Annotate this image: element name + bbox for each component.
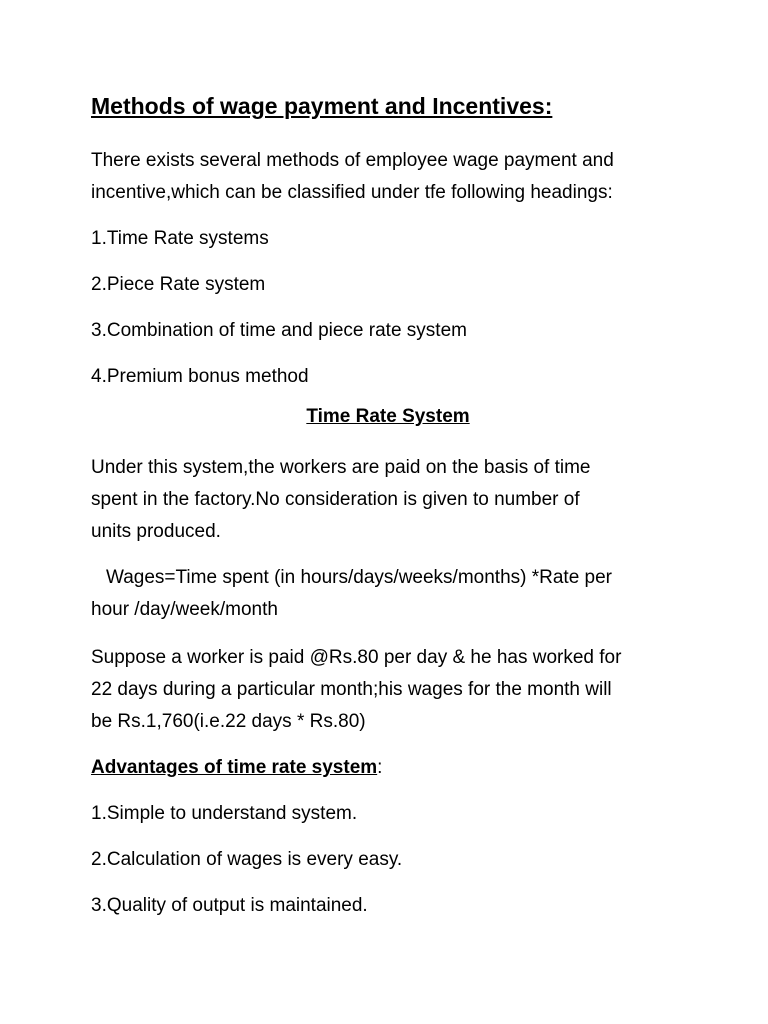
section-title: Time Rate System — [306, 406, 470, 427]
formula-line-2: hour /day/week/month — [91, 599, 278, 620]
advantage-item-3: 3.Quality of output is maintained. — [91, 895, 368, 916]
document-title: Methods of wage payment and Incentives: — [91, 93, 553, 119]
section-text-line-1: Under this system,the workers are paid on the basis of time — [91, 457, 591, 478]
section-text-line-2: spent in the factory.No consideration is given to number of — [91, 489, 580, 510]
example-line-2: 22 days during a particular month;his wages for the month will — [91, 679, 612, 700]
advantages-colon: : — [377, 757, 383, 778]
example-line-3: be Rs.1,760(i.e.22 days * Rs.80) — [91, 711, 366, 732]
formula-line-1: Wages=Time spent (in hours/days/weeks/months) *Rate per — [106, 567, 613, 588]
method-item-2: 2.Piece Rate system — [91, 274, 266, 295]
example-line-1: Suppose a worker is paid @Rs.80 per day & he has worked for — [91, 647, 622, 668]
section-text-line-3: units produced. — [91, 521, 221, 542]
advantage-item-1: 1.Simple to understand system. — [91, 803, 358, 824]
intro-line-1: There exists several methods of employee wage payment and — [91, 150, 614, 171]
advantages-heading-line — [91, 752, 382, 784]
advantages-heading: Advantages of time rate system — [91, 757, 378, 778]
method-item-4: 4.Premium bonus method — [91, 366, 309, 387]
advantage-item-2: 2.Calculation of wages is every easy. — [91, 849, 403, 870]
method-item-1: 1.Time Rate systems — [91, 228, 269, 249]
method-item-3: 3.Combination of time and piece rate system — [91, 320, 467, 341]
intro-line-2: incentive,which can be classified under tfe following headings: — [91, 182, 613, 203]
